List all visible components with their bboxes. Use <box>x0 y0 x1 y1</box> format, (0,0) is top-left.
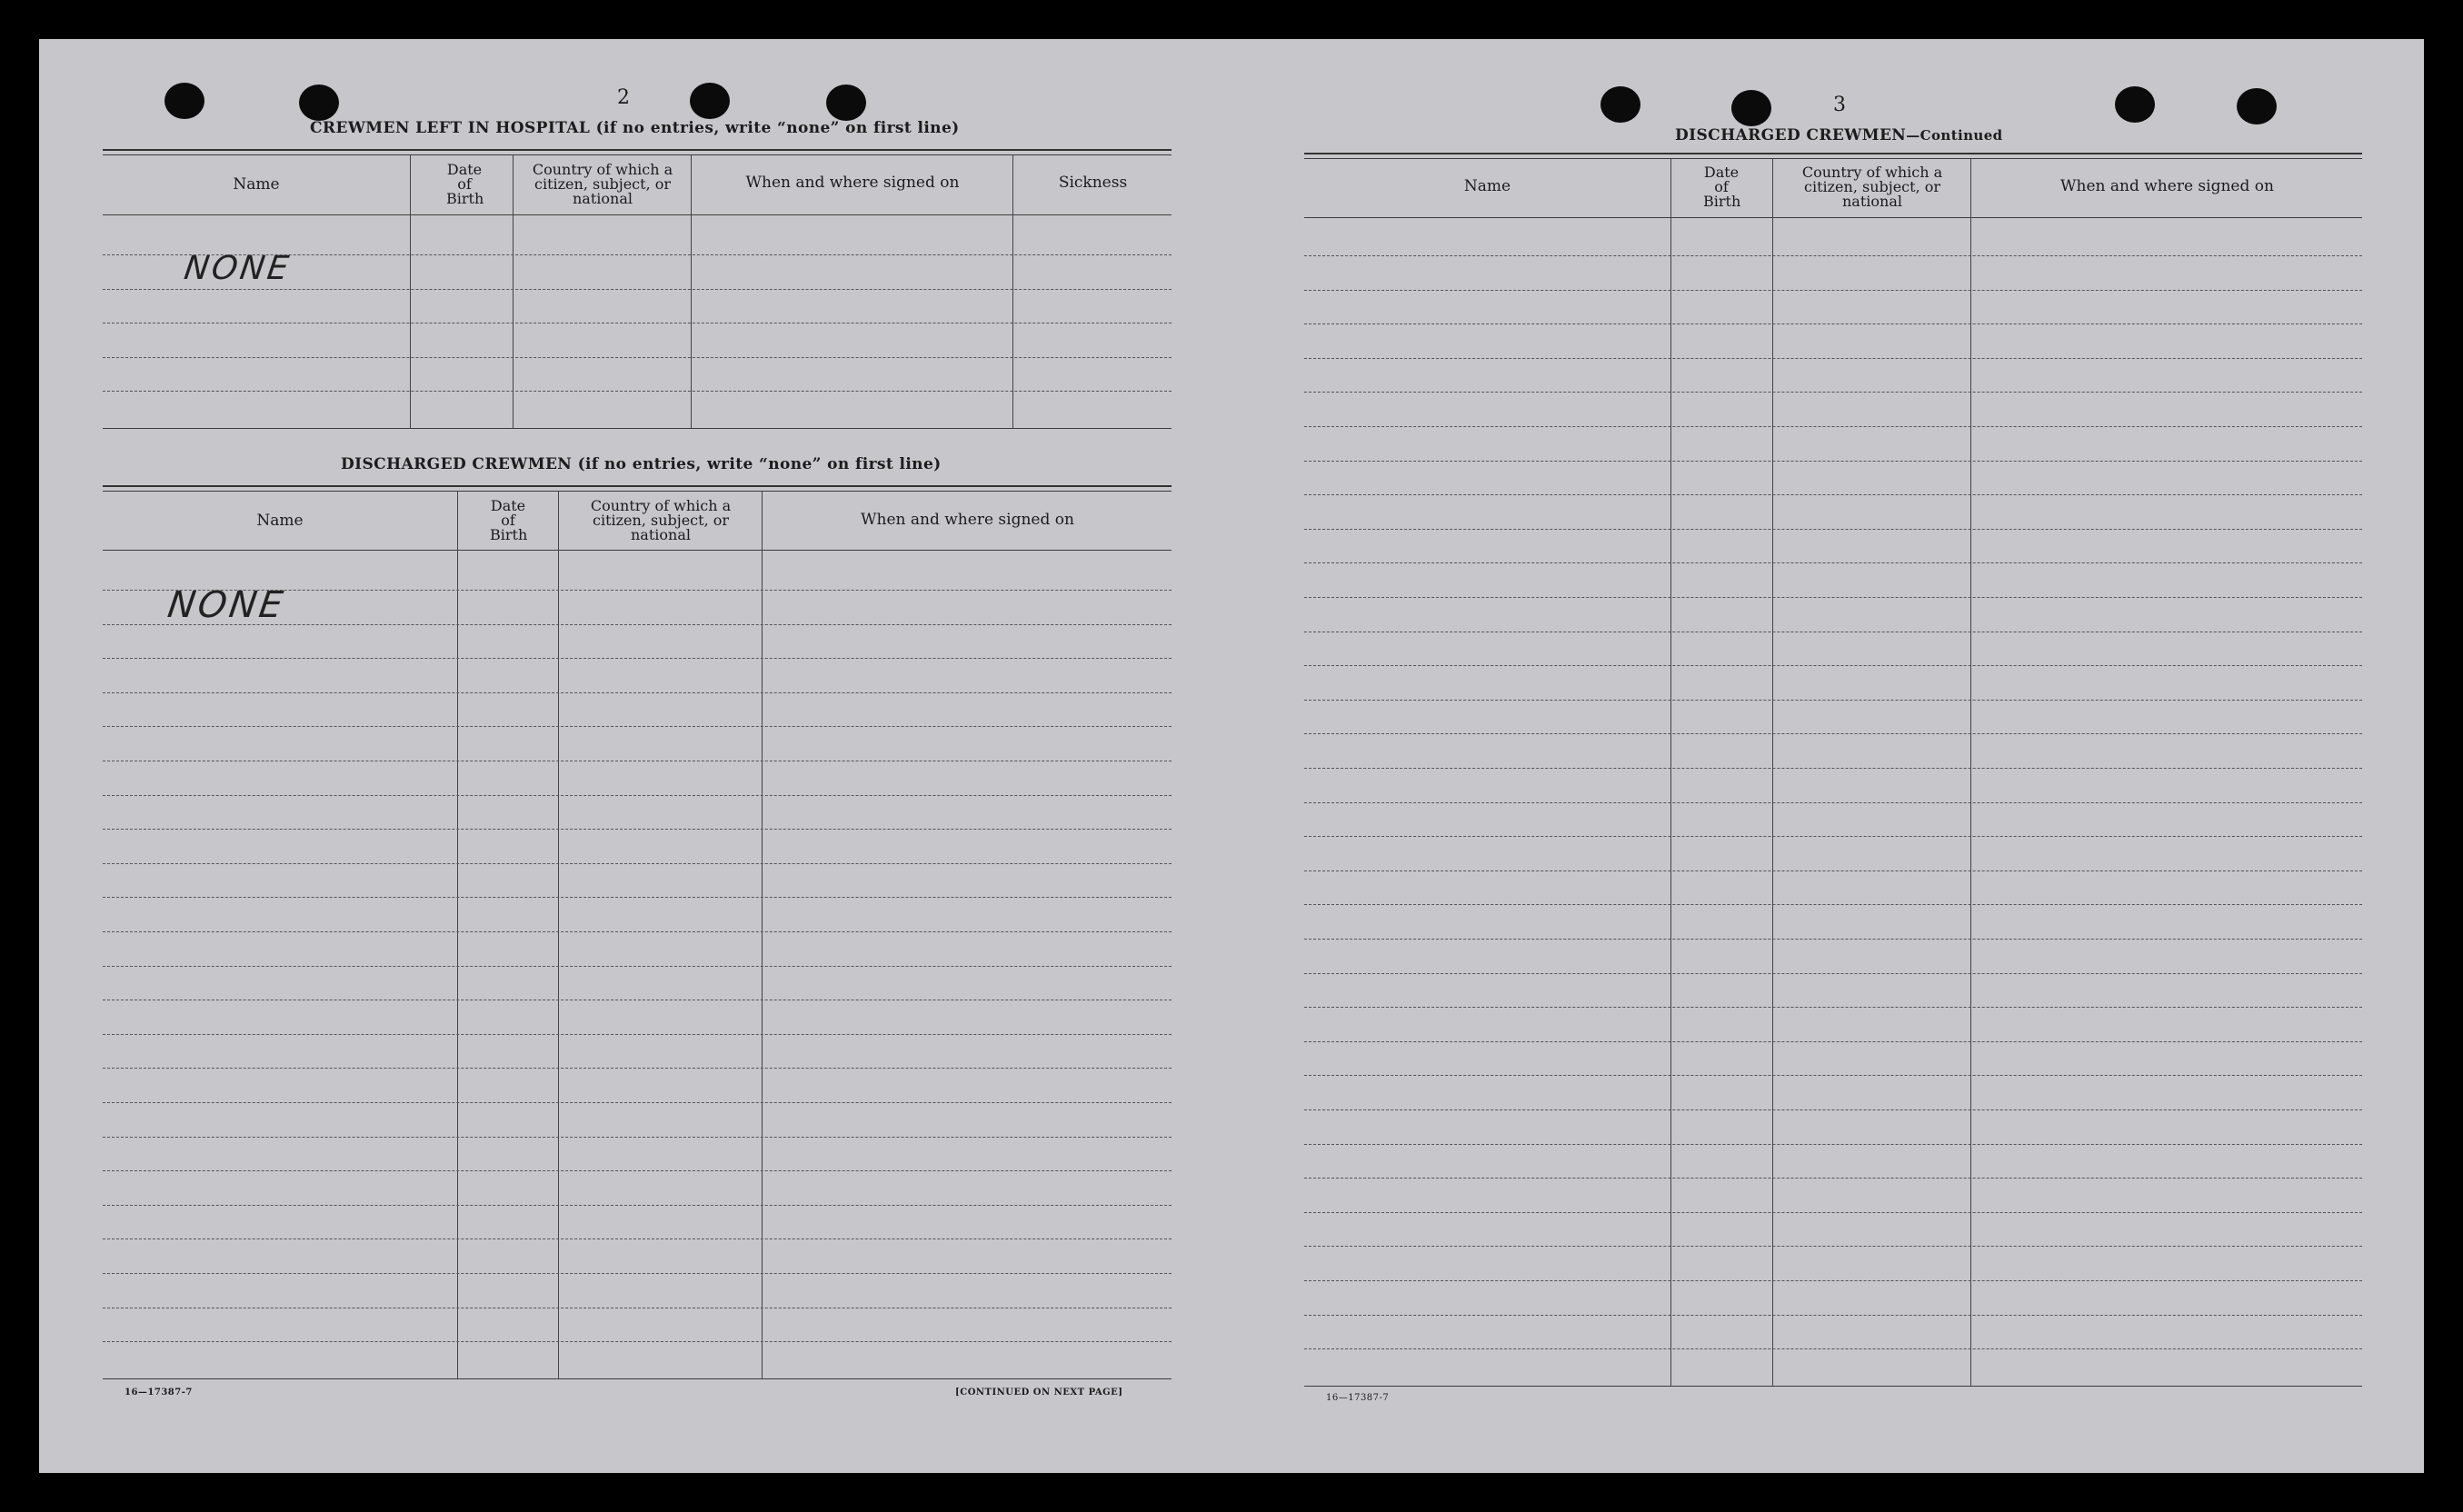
discharged-col-date-of-birth: Date of Birth <box>490 497 528 543</box>
discharged-header-bottom-rule <box>103 550 1172 551</box>
discharged-title-text: DISCHARGED CREWMEN <box>341 455 573 473</box>
binder-hole <box>299 85 339 121</box>
ruled-line <box>103 1137 1172 1138</box>
ruled-line <box>1304 1007 2362 1008</box>
ruled-line <box>1304 426 2362 427</box>
ruled-line <box>103 1205 1172 1206</box>
ruled-line <box>103 1170 1172 1171</box>
ruled-line <box>1304 1280 2362 1281</box>
document-sheet <box>39 39 2424 1473</box>
ruled-line <box>103 692 1172 693</box>
hospital-section-title <box>310 119 960 137</box>
discharged-table-top-rule <box>103 485 1172 487</box>
binder-hole <box>1600 86 1640 123</box>
ruled-line <box>103 289 1172 290</box>
discharged-instruction: (if no entries, write “none” on first line) <box>577 455 942 473</box>
hospital-col-divider <box>513 155 514 428</box>
hospital-table-bottom-rule <box>103 428 1172 429</box>
form-number-right: 16—17387-7 <box>1326 1393 1390 1403</box>
ruled-line <box>103 357 1172 358</box>
ruled-line <box>1304 290 2362 291</box>
ruled-line <box>1304 255 2362 256</box>
ruled-line <box>1304 1348 2362 1349</box>
ruled-line <box>103 966 1172 967</box>
hospital-col-country: Country of which a citizen, subject, or national <box>532 161 673 207</box>
ruled-line <box>1304 323 2362 324</box>
discharged-col-country: Country of which a citizen, subject, or national <box>590 497 732 543</box>
ruled-line <box>1304 1144 2362 1145</box>
ruled-line <box>103 254 1172 255</box>
hospital-col-when-where: When and where signed on <box>745 174 960 192</box>
ruled-line <box>1304 802 2362 803</box>
right-table-top-rule <box>1304 153 2362 154</box>
form-number-left: 16—17387-7 <box>125 1388 193 1398</box>
hospital-col-divider <box>1012 155 1013 428</box>
right-col-name: Name <box>1463 177 1511 195</box>
ruled-line <box>103 1034 1172 1035</box>
ruled-line <box>103 897 1172 898</box>
binder-hole <box>1731 90 1771 126</box>
ruled-line <box>1304 562 2362 563</box>
ruled-line <box>103 863 1172 864</box>
discharged-table-top-rule-2 <box>103 491 1172 492</box>
ruled-line <box>103 1068 1172 1069</box>
right-col-when-where: When and where signed on <box>2060 177 2274 195</box>
hospital-instruction: (if no entries, write “none” on first line) <box>595 119 960 137</box>
binder-hole <box>690 83 730 119</box>
right-col-country: Country of which a citizen, subject, or national <box>1801 164 1943 210</box>
hospital-title-text: CREWMEN LEFT IN HOSPITAL <box>310 119 591 137</box>
hospital-col-date-of-birth: Date of Birth <box>446 161 484 207</box>
ruled-line <box>103 1273 1172 1274</box>
ruled-line <box>1304 939 2362 940</box>
discharged-col-when-where: When and where signed on <box>861 511 1074 529</box>
ruled-line <box>1304 700 2362 701</box>
ruled-line <box>1304 494 2362 495</box>
ruled-line <box>1304 461 2362 462</box>
discharged-section-title <box>341 455 942 473</box>
discharged-col-name: Name <box>256 512 304 530</box>
ruled-line <box>103 726 1172 727</box>
ruled-line <box>1304 665 2362 666</box>
ruled-line <box>103 624 1172 625</box>
right-col-date-of-birth: Date of Birth <box>1703 164 1741 210</box>
right-col-divider <box>1772 159 1773 1386</box>
ruled-line <box>103 1341 1172 1342</box>
right-col-divider <box>1970 159 1971 1386</box>
ruled-line <box>1304 597 2362 598</box>
ruled-line <box>1304 1178 2362 1179</box>
ruled-line <box>1304 1212 2362 1213</box>
ruled-line <box>1304 836 2362 837</box>
ruled-line <box>1304 392 2362 393</box>
hospital-table-top-rule-2 <box>103 154 1172 155</box>
right-col-divider <box>1670 159 1671 1386</box>
discharged-entry-none: NONE <box>165 584 288 626</box>
right-title-suffix: —Continued <box>1906 127 2003 144</box>
binder-hole <box>2115 86 2155 123</box>
ruled-line <box>103 391 1172 392</box>
ruled-line <box>1304 973 2362 974</box>
hospital-col-divider <box>410 155 411 428</box>
right-section-title <box>1675 126 2003 144</box>
ruled-line <box>1304 1075 2362 1076</box>
discharged-table-bottom-rule <box>103 1378 1172 1379</box>
right-header-bottom-rule <box>1304 217 2362 218</box>
binder-hole <box>2237 88 2277 124</box>
page-number-left: 2 <box>617 86 630 109</box>
ruled-line <box>1304 1109 2362 1110</box>
page-number-right: 3 <box>1833 94 1846 116</box>
right-table-bottom-rule <box>1304 1386 2362 1387</box>
ruled-line <box>103 931 1172 932</box>
right-title-text: DISCHARGED CREWMEN <box>1675 126 1907 144</box>
ruled-line <box>1304 529 2362 530</box>
ruled-line <box>1304 904 2362 905</box>
ruled-line <box>1304 1246 2362 1247</box>
hospital-entry-none: NONE <box>182 250 294 287</box>
binder-hole <box>165 83 204 119</box>
ruled-line <box>1304 870 2362 871</box>
ruled-line <box>103 590 1172 591</box>
binder-hole <box>826 85 866 121</box>
ruled-line <box>1304 768 2362 769</box>
ruled-line <box>1304 1315 2362 1316</box>
hospital-table-top-rule <box>103 149 1172 151</box>
ruled-line <box>103 1238 1172 1239</box>
right-table-top-rule-2 <box>1304 158 2362 159</box>
hospital-col-name: Name <box>233 175 280 194</box>
ruled-line <box>103 1102 1172 1103</box>
continued-note: [CONTINUED ON NEXT PAGE] <box>955 1388 1123 1398</box>
hospital-header-bottom-rule <box>103 214 1172 215</box>
ruled-line <box>103 658 1172 659</box>
hospital-col-sickness: Sickness <box>1058 174 1128 192</box>
hospital-col-divider <box>691 155 692 428</box>
ruled-line <box>1304 733 2362 734</box>
ruled-line <box>103 829 1172 830</box>
ruled-line <box>1304 358 2362 359</box>
ruled-line <box>1304 1041 2362 1042</box>
ruled-line <box>103 795 1172 796</box>
